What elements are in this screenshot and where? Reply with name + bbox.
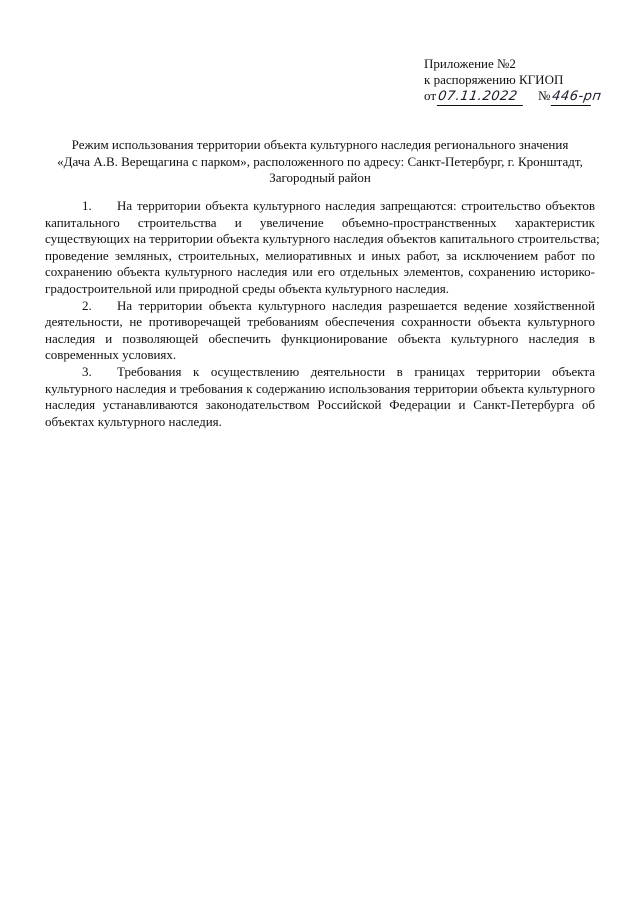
paragraph-line: наследия и позволяющей обеспечить функционирование объекта культурного наследия в xyxy=(45,330,595,346)
paragraph-text: На территории объекта культурного наследия запрещаются: строительство объектов xyxy=(117,198,595,213)
paragraph-line: наследия устанавливаются законодательством Российской Федерации и Санкт-Петербурга об xyxy=(45,397,595,413)
paragraph-number: 1. xyxy=(82,198,92,213)
paragraph-line: капитального строительства и увеличение объемно-пространственных характеристик xyxy=(45,214,595,230)
document-title xyxy=(40,137,600,187)
paragraph-line: сохранению объекта культурного наследия или его отдельных элементов, сохранению историко- xyxy=(45,264,595,280)
paragraph-line: объектах культурного наследия. xyxy=(45,413,222,429)
appendix-title: Приложение №2 xyxy=(424,56,516,71)
paragraph-text: На территории объекта культурного наследия разрешается ведение хозяйственной xyxy=(117,297,595,313)
paragraph-line: культурного наследия и требования к содержанию использования территории объекта культурного xyxy=(45,380,595,396)
paragraph-line: существующих на территории объекта культурного наследия объектов капитального строительства; xyxy=(45,231,600,247)
order-date-number-line xyxy=(424,88,624,106)
paragraph-line: деятельности, не противоречащей требованиям обеспечения сохранности объекта культурного xyxy=(45,314,595,330)
paragraph-line xyxy=(45,298,595,315)
paragraph-line xyxy=(45,198,595,215)
appendix-order-reference: к распоряжению КГИОП xyxy=(424,72,564,87)
paragraph-number: 2. xyxy=(82,297,92,313)
paragraph-text: Требования к осуществлению деятельности в границах территории объекта xyxy=(117,363,595,379)
title-line-2: «Дача А.В. Верещагина с парком», расположенного по адресу: Санкт-Петербург, г. Кронштадт, xyxy=(57,153,583,169)
paragraph-line: градостроительной или природной среды объекта культурного наследия. xyxy=(45,280,449,296)
title-line-3: Загородный район xyxy=(269,170,371,185)
date-prefix: от xyxy=(424,88,437,103)
paragraph-line: современных условиях. xyxy=(45,347,177,363)
document-body xyxy=(45,198,600,430)
paragraph-line xyxy=(45,364,595,381)
handwritten-number: 446-рп xyxy=(551,89,603,104)
paragraph-line: проведение земляных, строительных, мелиоративных и иных работ, за исключением работ по xyxy=(45,247,595,263)
handwritten-date: 07.11.2022 xyxy=(437,89,525,106)
paragraph-3 xyxy=(45,364,595,430)
paragraph-number: 3. xyxy=(82,363,92,379)
paragraph-1 xyxy=(45,198,600,298)
paragraph-2 xyxy=(45,298,595,364)
number-prefix: № xyxy=(538,88,551,103)
appendix-header xyxy=(424,56,624,106)
title-line-1: Режим использования территории объекта культурного наследия регионального значения xyxy=(71,137,569,152)
